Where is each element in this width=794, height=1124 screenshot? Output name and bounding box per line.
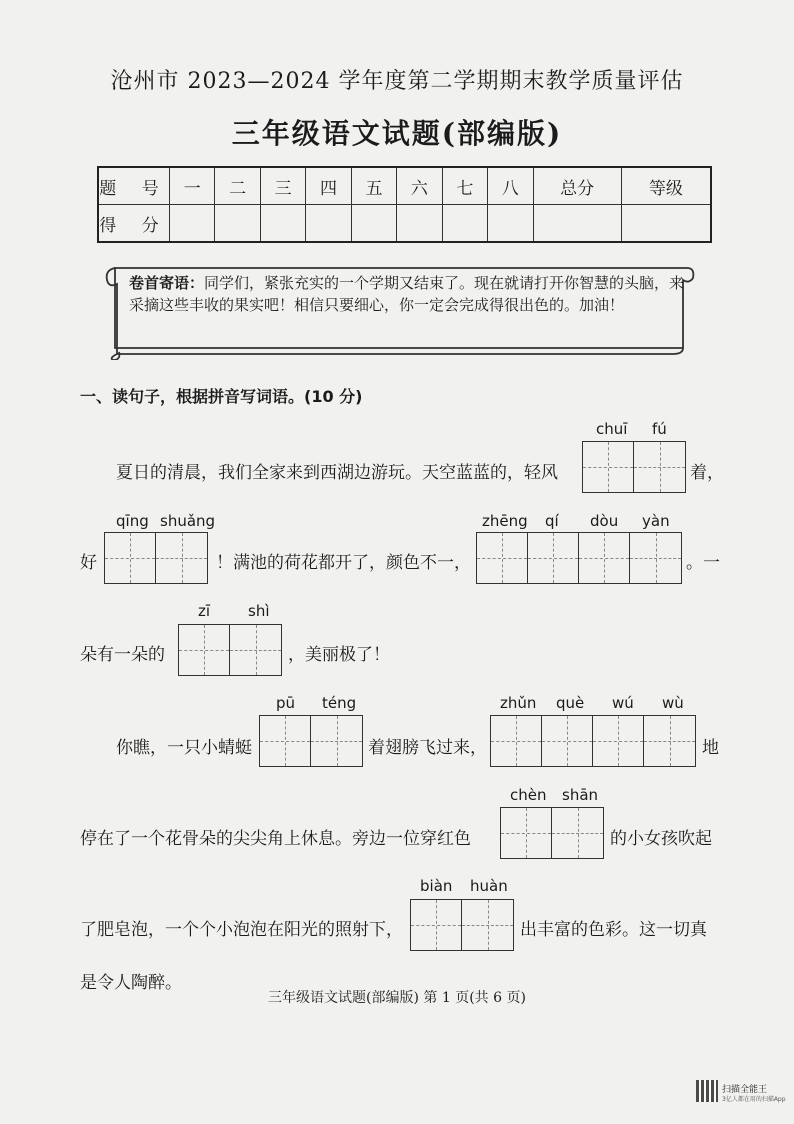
pinyin: chuī [596,420,628,438]
pinyin: huàn [470,877,508,895]
pinyin: yàn [642,512,670,530]
pinyin: shì [248,602,270,620]
score-cell[interactable] [351,205,396,243]
pinyin: zhēng [482,512,528,530]
exam-title-line2: 三年级语文试题(部编版) [231,117,563,150]
passage-text: 。一 [686,553,720,573]
score-cell[interactable] [260,205,305,243]
score-cell[interactable] [215,205,260,243]
preface-text: 同学们，紧张充实的一个学期又结束了。现在就请打开你智慧的头脑，来采摘这些丰收的果实吧！相信只要细心，你一定会完成得很出色的。加油！ [129,274,685,314]
passage-text: ，美丽极了！ [288,645,390,665]
score-col: 八 [488,167,533,205]
answer-box-zishi[interactable] [178,624,282,676]
pinyin: zhǔn [500,694,537,712]
page-footer: 三年级语文试题(部编版) 第 1 页(共 6 页) [268,990,526,1006]
passage-text: 你瞧，一只小蜻蜓 [116,738,252,758]
scanner-sub: 3亿人都在用的扫描App [722,1096,786,1103]
score-row-label: 得 分 [98,205,170,243]
pinyin: téng [322,694,357,712]
pinyin: pū [276,694,296,712]
pinyin: qí [545,512,559,530]
passage-text: 地 [702,738,719,758]
passage-text: 朵有一朵的 [80,645,165,665]
passage-text: 着翅膀飞过来， [368,738,487,758]
score-col: 三 [260,167,305,205]
score-cell[interactable] [442,205,487,243]
score-table [97,166,712,243]
passage-text: 的小女孩吹起 [610,829,712,849]
score-col: 七 [442,167,487,205]
pinyin: biàn [420,877,453,895]
score-cell[interactable] [397,205,442,243]
passage-text: ！满池的荷花都开了，颜色不一， [216,553,471,573]
score-col: 五 [351,167,396,205]
pinyin: shuǎng [160,512,216,530]
pinyin: zī [198,602,211,620]
answer-box-bianhuan[interactable] [410,899,514,951]
passage-text: 了肥皂泡，一个个小泡泡在阳光的照射下， [80,920,403,940]
pinyin: què [556,694,585,712]
answer-box-zhengqidouyan[interactable] [476,532,682,584]
pinyin: fú [652,420,667,438]
score-col: 等级 [621,167,711,205]
score-row-label: 题 号 [98,167,170,205]
score-cell[interactable] [170,205,215,243]
answer-box-zhunquewuwu[interactable] [490,715,696,767]
pinyin: chèn [510,786,547,804]
score-col: 四 [306,167,351,205]
pinyin: shān [562,786,599,804]
pinyin: wú [612,694,634,712]
passage-text: 出丰富的色彩。这一切真 [520,920,707,940]
preface-scroll [103,262,695,360]
exam-title-line1: 沧州市 2023—2024 学年度第二学期期末教学质量评估 [110,69,684,94]
pinyin: qīng [116,512,149,530]
passage-text: 夏日的清晨，我们全家来到西湖边游玩。天空蓝蓝的，轻风 [116,463,558,483]
preface-label: 卷首寄语： [129,274,205,292]
score-cell[interactable] [533,205,621,243]
answer-box-puteng[interactable] [259,715,363,767]
score-cell[interactable] [306,205,351,243]
answer-box-chuifu[interactable] [582,441,686,493]
scanner-watermark [696,1080,786,1106]
passage-text: 好 [80,553,97,573]
section-1-heading: 一、读句子，根据拼音写词语。(10 分) [80,387,363,406]
passage-text: 着， [690,463,724,483]
pinyin: wù [662,694,684,712]
score-col: 二 [215,167,260,205]
score-col: 一 [170,167,215,205]
scanner-label: 扫描全能王 [722,1085,768,1095]
pinyin: dòu [590,512,619,530]
preface-text-block [129,272,685,316]
score-col: 总分 [533,167,621,205]
qr-code-icon [696,1080,718,1102]
score-cell[interactable] [488,205,533,243]
passage-text: 是令人陶醉。 [80,973,182,993]
score-cell[interactable] [621,205,711,243]
answer-box-chenshan[interactable] [500,807,604,859]
passage-text: 停在了一个花骨朵的尖尖角上休息。旁边一位穿红色 [80,829,471,849]
answer-box-qingshuang[interactable] [104,532,208,584]
score-col: 六 [397,167,442,205]
